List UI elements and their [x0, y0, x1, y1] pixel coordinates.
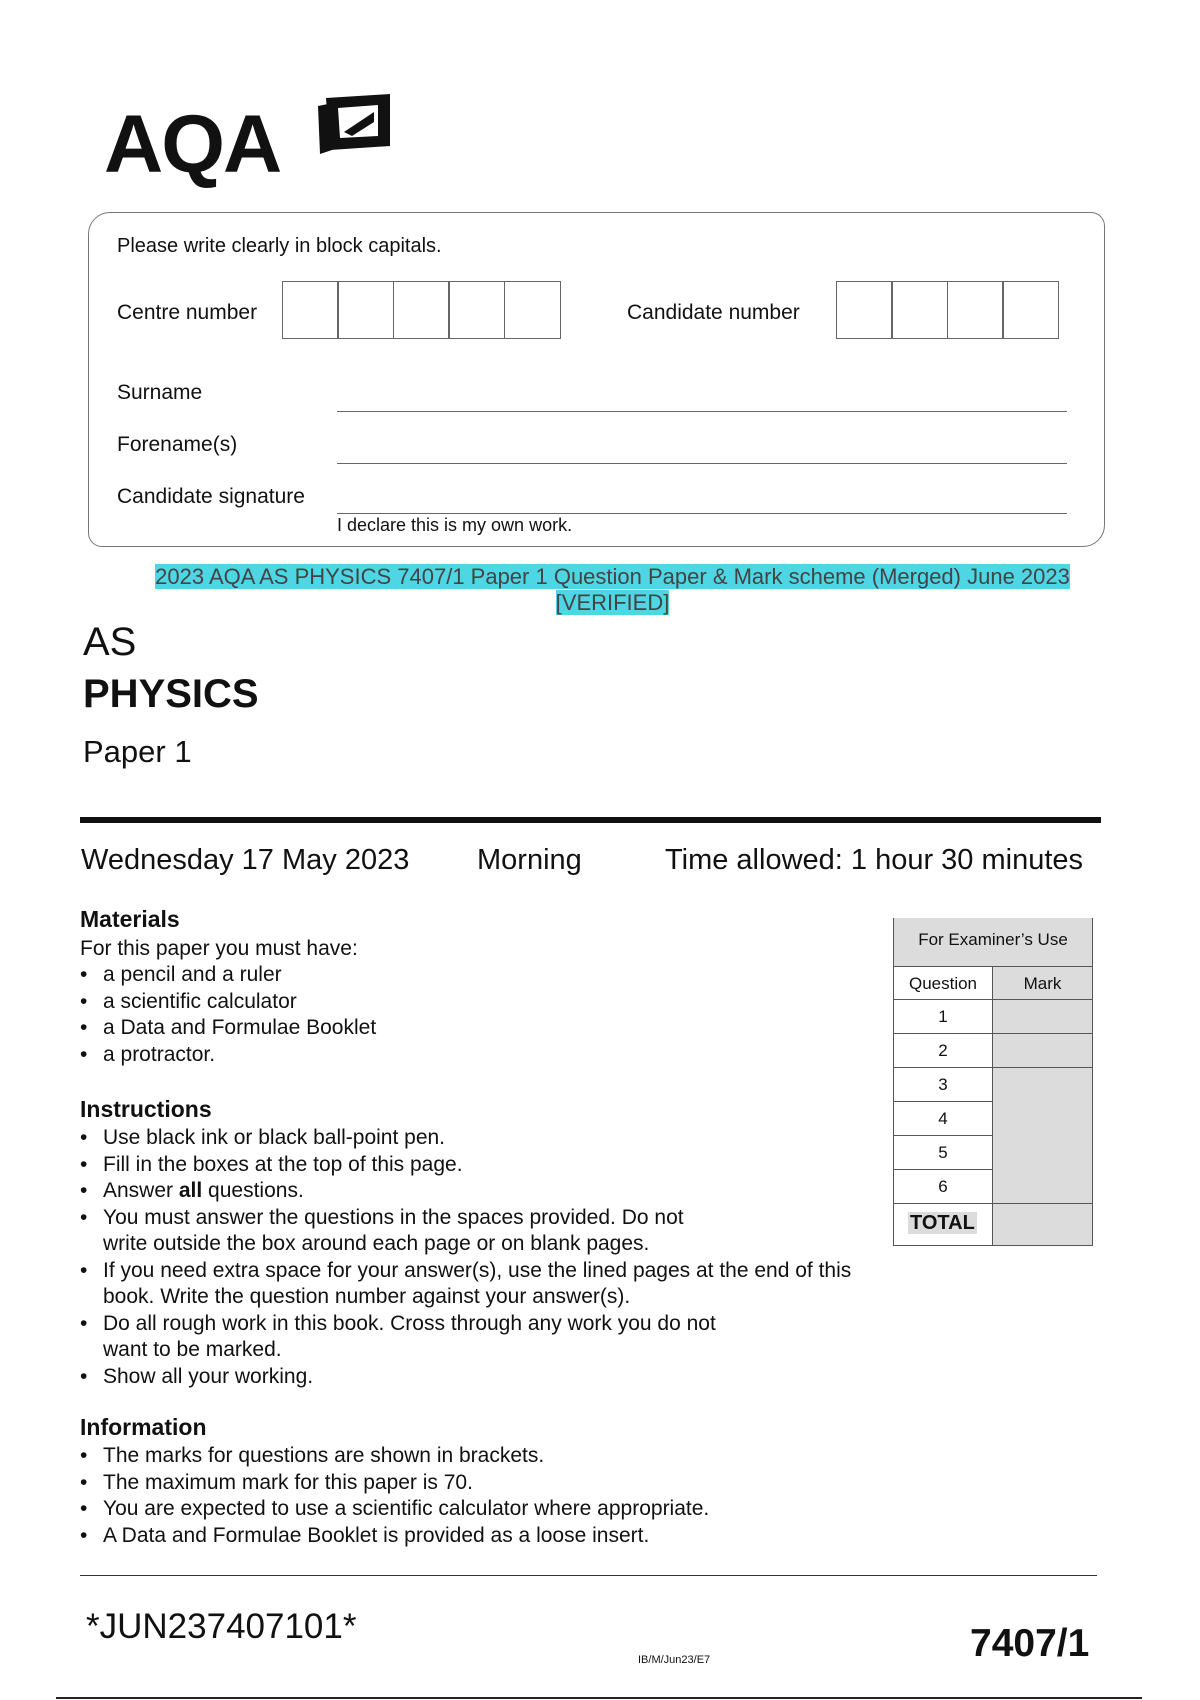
centre-number-cell[interactable] — [337, 281, 394, 339]
reference-code: IB/M/Jun23/E7 — [638, 1654, 711, 1666]
surname-line[interactable] — [337, 411, 1067, 412]
information-heading: Information — [80, 1414, 207, 1440]
instructions-heading: Instructions — [80, 1096, 212, 1122]
candidate-number-cell[interactable] — [836, 281, 893, 339]
signature-label: Candidate signature — [117, 485, 305, 508]
declaration-text: I declare this is my own work. — [337, 515, 573, 535]
list-item: • a Data and Formulae Booklet — [80, 1015, 840, 1042]
exam-session: Morning — [477, 844, 582, 876]
question-number: 4 — [893, 1102, 993, 1136]
table-row — [893, 1000, 1093, 1034]
aqa-flag-icon — [304, 92, 394, 156]
list-item: • Show all your working. — [80, 1364, 870, 1391]
qualification-level: AS — [83, 620, 137, 664]
centre-number-cell[interactable] — [504, 281, 561, 339]
list-item: • You must answer the questions in the spaces provided. Do not write outside the box around each page or on blank pages. — [80, 1205, 720, 1258]
centre-number-cell[interactable] — [448, 281, 505, 339]
bottom-edge-line — [56, 1697, 1142, 1699]
list-item: • a protractor. — [80, 1042, 840, 1069]
list-item: • Use black ink or black ball-point pen. — [80, 1125, 870, 1152]
candidate-number-cell[interactable] — [947, 281, 1004, 339]
candidate-number-cell[interactable] — [1002, 281, 1059, 339]
column-header-question: Question — [893, 966, 993, 1000]
mark-cell — [993, 1068, 1093, 1102]
list-item: • Do all rough work in this book. Cross through any work you do not want to be marked. — [80, 1311, 760, 1364]
materials-intro: For this paper you must have: — [80, 937, 358, 960]
block-capitals-instruction: Please write clearly in block capitals. — [117, 235, 442, 257]
footer-divider — [80, 1575, 1097, 1576]
materials-section — [80, 906, 840, 1068]
surname-label: Surname — [117, 381, 203, 404]
table-row — [893, 1034, 1093, 1068]
examiners-use-title: For Examiner’s Use — [893, 918, 1093, 966]
information-section — [80, 1414, 870, 1549]
list-item: • a scientific calculator — [80, 989, 840, 1016]
forenames-label: Forename(s) — [117, 433, 238, 456]
question-number: 2 — [893, 1034, 993, 1068]
mark-cell — [993, 1170, 1093, 1204]
time-allowed: Time allowed: 1 hour 30 minutes — [665, 844, 1084, 876]
candidate-details-box — [88, 212, 1105, 547]
question-number: 3 — [893, 1068, 993, 1102]
logo-text: AQA — [104, 99, 281, 190]
table-row — [893, 1102, 1093, 1136]
list-item: • Fill in the boxes at the top of this page. — [80, 1152, 870, 1179]
candidate-number-boxes[interactable] — [837, 281, 1059, 339]
column-header-mark: Mark — [993, 966, 1093, 1000]
materials-list — [80, 962, 840, 1068]
highlighted-title-text: 2023 AQA AS PHYSICS 7407/1 Paper 1 Question Paper & Mark scheme (Merged) June 2023 [VERIFIED] — [155, 564, 1070, 615]
paper-code: 7407/1 — [970, 1622, 1090, 1665]
candidate-number-cell[interactable] — [891, 281, 948, 339]
mark-cell — [993, 1034, 1093, 1068]
centre-number-cell[interactable] — [393, 281, 450, 339]
question-number: 5 — [893, 1136, 993, 1170]
question-number: 1 — [893, 1000, 993, 1034]
mark-cell — [993, 1000, 1093, 1034]
centre-number-boxes[interactable] — [283, 281, 561, 339]
total-label-cell — [893, 1204, 993, 1246]
signature-line[interactable] — [337, 513, 1067, 514]
total-row — [893, 1204, 1093, 1246]
instructions-section — [80, 1096, 870, 1390]
total-label: TOTAL — [910, 1212, 975, 1234]
examiners-use-table — [893, 918, 1093, 1246]
list-item: • a pencil and a ruler — [80, 962, 840, 989]
candidate-number-label: Candidate number — [627, 301, 800, 324]
information-list — [80, 1443, 870, 1549]
list-item: • If you need extra space for your answer(s), use the lined pages at the end of this book. Write the question number against your answer(s). — [80, 1258, 860, 1311]
centre-number-cell[interactable] — [282, 281, 339, 339]
materials-heading: Materials — [80, 906, 180, 932]
list-item: • Answer all questions. — [80, 1178, 870, 1205]
question-number: 6 — [893, 1170, 993, 1204]
mark-cell — [993, 1102, 1093, 1136]
mark-cell — [993, 1136, 1093, 1170]
table-row — [893, 1170, 1093, 1204]
instructions-list — [80, 1125, 870, 1390]
list-item: • The maximum mark for this paper is 70. — [80, 1470, 870, 1497]
paper-number: Paper 1 — [83, 734, 192, 769]
exam-date: Wednesday 17 May 2023 — [81, 844, 410, 876]
table-row — [893, 1068, 1093, 1102]
list-item: • A Data and Formulae Booklet is provided as a loose insert. — [80, 1523, 870, 1550]
list-item: • You are expected to use a scientific calculator where appropriate. — [80, 1496, 870, 1523]
subject-title: PHYSICS — [83, 672, 259, 716]
list-item: • The marks for questions are shown in brackets. — [80, 1443, 870, 1470]
highlighted-title-note — [150, 564, 1075, 616]
centre-number-label: Centre number — [117, 301, 258, 324]
table-row — [893, 1136, 1093, 1170]
forenames-line[interactable] — [337, 463, 1067, 464]
table-header-row — [893, 966, 1093, 1000]
title-divider — [80, 817, 1101, 823]
total-mark-cell — [993, 1204, 1093, 1246]
barcode-text: *JUN237407101* — [86, 1607, 357, 1646]
